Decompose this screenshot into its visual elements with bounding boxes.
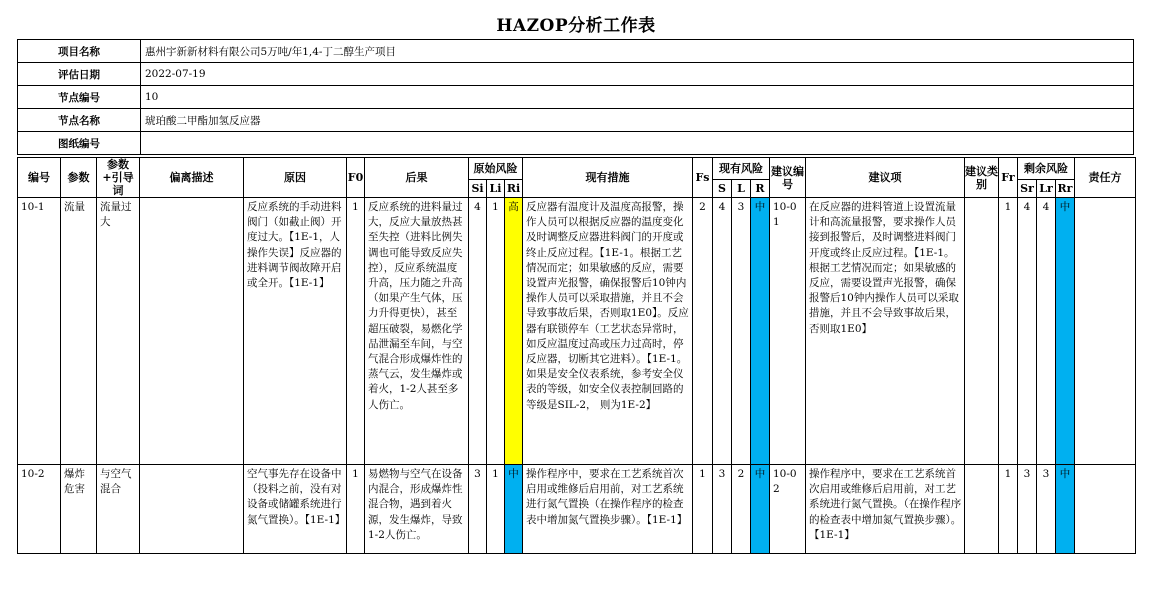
row-sr: 3: [1018, 465, 1037, 554]
info-label: 节点名称: [18, 109, 141, 132]
row-r-badge: 中: [751, 465, 770, 554]
row-rec-id: 10-02: [770, 465, 806, 554]
row-rec: 操作程序中，要求在工艺系统首次启用或维修后启用前，对工艺系统进行氮气置换。（在操作程序的检查表中增加氮气置换步骤）。【1E-1】: [806, 465, 965, 554]
header-rec-id: 建议编号: [770, 158, 806, 198]
row-cause: 反应系统的手动进料阀门（如截止阀）开度过大。【1E-1，人操作失误】反应器的进料调节阀故障开启或全开。【1E-1】: [244, 198, 347, 465]
table-row: [18, 465, 1136, 554]
header-s: S: [713, 179, 732, 197]
info-row-project: [18, 40, 1134, 63]
row-rr-badge: 中: [1056, 198, 1075, 465]
row-fr: 1: [999, 465, 1018, 554]
page-title: HAZOP分析工作表: [496, 16, 656, 36]
row-rec: 在反应器的进料管道上设置流量计和高流量报警，要求操作人员接到报警后，及时调整进料阀门开度或终止反应过程。【1E-1。根据工艺情况而定；如果敏感的反应，需要设置声光报警，确保报警后10钟内操作人员可以采取措施，并且不会导致事故后果，否则取1E0】: [806, 198, 965, 465]
header-l: L: [732, 179, 751, 197]
row-l: 3: [732, 198, 751, 465]
header-li: Li: [487, 179, 505, 197]
info-label: 评估日期: [18, 63, 141, 86]
row-fr: 1: [999, 198, 1018, 465]
info-row-node-id: [18, 86, 1134, 109]
row-si: 4: [469, 198, 487, 465]
header-r: R: [751, 179, 770, 197]
header-fr: Fr: [999, 158, 1018, 198]
info-label: 节点编号: [18, 86, 141, 109]
row-owner: [1075, 198, 1136, 465]
info-label: 项目名称: [18, 40, 141, 63]
header-sr: Sr: [1018, 179, 1037, 197]
row-s: 4: [713, 198, 732, 465]
header-lr: Lr: [1037, 179, 1056, 197]
row-fs: 1: [693, 465, 713, 554]
header-measures: 现有措施: [523, 158, 693, 198]
header-deviation: 偏离描述: [140, 158, 244, 198]
row-param: 爆炸危害: [61, 465, 97, 554]
row-id: 10-2: [18, 465, 61, 554]
row-l: 2: [732, 465, 751, 554]
header-id: 编号: [18, 158, 61, 198]
row-rec-type: [965, 465, 999, 554]
header-cause: 原因: [244, 158, 347, 198]
row-guide: 流量过大: [97, 198, 140, 465]
header-f0: F0: [347, 158, 365, 198]
row-param: 流量: [61, 198, 97, 465]
row-li: 1: [487, 198, 505, 465]
info-value: [141, 132, 1134, 155]
info-value: 惠州宇新新材料有限公司5万吨/年1,4-丁二醇生产项目: [141, 40, 1134, 63]
row-fs: 2: [693, 198, 713, 465]
row-r-badge: 中: [751, 198, 770, 465]
row-rec-type: [965, 198, 999, 465]
row-f0: 1: [347, 198, 365, 465]
header-rr: Rr: [1056, 179, 1075, 197]
row-measures: 操作程序中，要求在工艺系统首次启用或维修后启用前，对工艺系统进行氮气置换（在操作程序的检查表中增加氮气置换步骤）。【1E-1】: [523, 465, 693, 554]
header-consequence: 后果: [365, 158, 469, 198]
row-rec-id: 10-01: [770, 198, 806, 465]
row-deviation: [140, 198, 244, 465]
header-rec: 建议项: [806, 158, 965, 198]
row-ri-badge: 中: [505, 465, 523, 554]
info-value: 2022-07-19: [141, 63, 1134, 86]
row-sr: 4: [1018, 198, 1037, 465]
header-si: Si: [469, 179, 487, 197]
info-row-date: [18, 63, 1134, 86]
row-ri-badge: 高: [505, 198, 523, 465]
header-param: 参数: [61, 158, 97, 198]
row-s: 3: [713, 465, 732, 554]
header-rec-type: 建议类别: [965, 158, 999, 198]
row-deviation: [140, 465, 244, 554]
row-cause: 空气事先存在设备中（投料之前，没有对设备或储罐系统进行氮气置换）。【1E-1】: [244, 465, 347, 554]
info-row-node-name: [18, 109, 1134, 132]
header-current-risk: 现有风险: [713, 158, 770, 180]
header-original-risk: 原始风险: [469, 158, 523, 180]
row-lr: 3: [1037, 465, 1056, 554]
row-id: 10-1: [18, 198, 61, 465]
header-owner: 责任方: [1075, 158, 1136, 198]
info-row-drawing-id: [18, 132, 1134, 155]
header-guide: 参数+引导词: [97, 158, 140, 198]
info-value: 10: [141, 86, 1134, 109]
row-consequence: 反应系统的进料量过大，反应大量放热甚至失控（进料比例失调也可能导致反应失控），反应系统温度升高，压力随之升高（如果产生气体，压力升得更快），甚至超压破裂，易燃化学品泄漏至车间，与空气混合形成爆炸性的蒸气云，发生爆炸或着火，1-2人甚至多人伤亡。: [365, 198, 469, 465]
row-owner: [1075, 465, 1136, 554]
table-row: [18, 198, 1136, 465]
header-ri: Ri: [505, 179, 523, 197]
row-rr-badge: 中: [1056, 465, 1075, 554]
header-fs: Fs: [693, 158, 713, 198]
project-info-table: [17, 39, 1134, 155]
row-lr: 4: [1037, 198, 1056, 465]
row-li: 1: [487, 465, 505, 554]
row-guide: 与空气混合: [97, 465, 140, 554]
row-f0: 1: [347, 465, 365, 554]
info-value: 琥珀酸二甲酯加氢反应器: [141, 109, 1134, 132]
header-residual-risk: 剩余风险: [1018, 158, 1075, 180]
hazop-table: [17, 157, 1136, 554]
info-label: 图纸编号: [18, 132, 141, 155]
row-consequence: 易燃物与空气在设备内混合，形成爆炸性混合物，遇到着火源，发生爆炸，导致1-2人伤亡。: [365, 465, 469, 554]
row-measures: 反应器有温度计及温度高报警，操作人员可以根据反应器的温度变化及时调整反应器进料阀门的开度或终止反应过程。【1E-1。根据工艺情况而定；如果敏感的反应，需要设置声光报警，确保报警后10钟内操作人员可以采取措施，并且不会导致事故后果，否则取1E0】。反应器有联锁停车（工艺状态异常时，如反应温度过高或压力过高时，停反应器，切断其它进料）。【1E-1。如果是安全仪表系统，参考安全仪表的等级，如安全仪表控制回路的等级是SIL-2， 则为1E-2】: [523, 198, 693, 465]
row-si: 3: [469, 465, 487, 554]
